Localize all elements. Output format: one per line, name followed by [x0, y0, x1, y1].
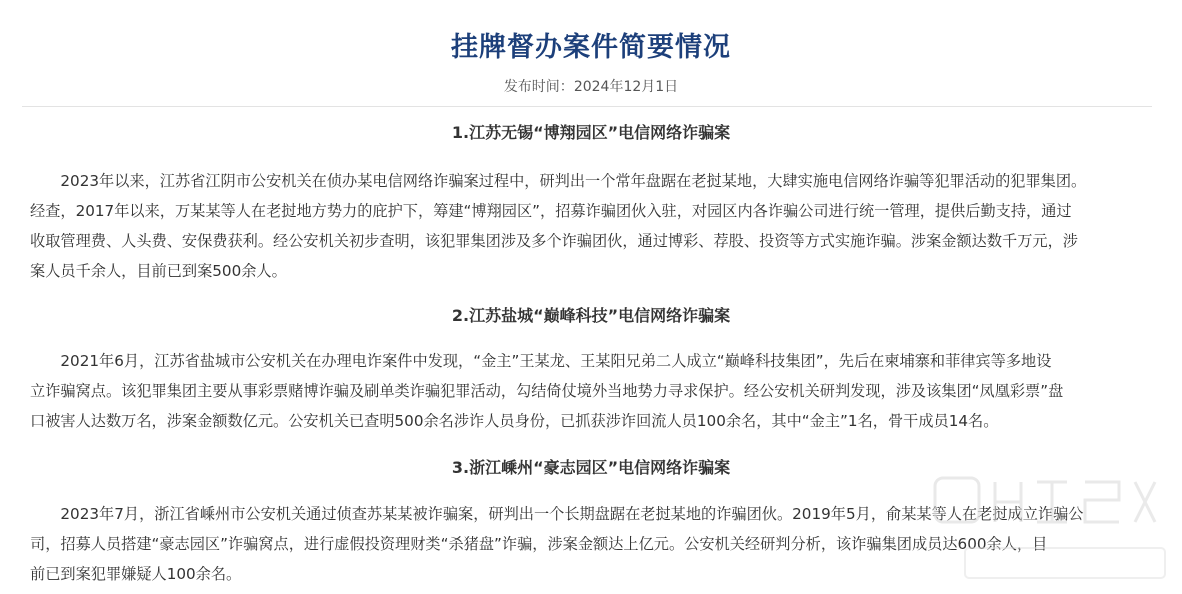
case-paragraph-1 [30, 166, 1144, 286]
case-paragraph-3 [30, 499, 1144, 589]
case-heading-2: 2.江苏盐城“巅峰科技”电信网络诈骗案 [451, 306, 731, 325]
header-divider [22, 106, 1152, 107]
publish-date [0, 76, 1182, 98]
paragraph-line: 司，招募人员搭建“豪志园区”诈骗窝点，进行虚假投资理财类“杀猪盘”诈骗，涉案金额达上亿元。公安机关经研判分析，该诈骗集团成员达600余人，目 [30, 535, 1048, 553]
paragraph-line: 收取管理费、人头费、安保费获利。经公安机关初步查明，该犯罪集团涉及多个诈骗团伙，通过博彩、荐股、投资等方式实施诈骗。涉案金额达数千万元，涉 [30, 232, 1078, 250]
publish-date-value: 2024年12月1日 [573, 79, 679, 95]
paragraph-line: 经查，2017年以来，万某某等人在老挝地方势力的庇护下，筹建“博翔园区”，招募诈骗团伙入驻，对园区内各诈骗公司进行统一管理，提供后勤支持，通过 [30, 202, 1072, 220]
case-heading-1: 1.江苏无锡“博翔园区”电信网络诈骗案 [451, 123, 731, 142]
paragraph-line: 案人员千余人，目前已到案500余人。 [30, 262, 287, 280]
paragraph-line: 前已到案犯罪嫌疑人100余名。 [30, 565, 242, 583]
paragraph-line: 2023年以来，江苏省江阴市公安机关在侦办某电信网络诈骗案过程中，研判出一个常年盘踞在老挝某地，大肆实施电信网络诈骗等犯罪活动的犯罪集团。 [60, 172, 1087, 190]
case-heading-3: 3.浙江嵊州“豪志园区”电信网络诈骗案 [451, 458, 731, 477]
page-title: 挂牌督办案件简要情况 [451, 32, 731, 63]
paragraph-line: 立诈骗窝点。该犯罪集团主要从事彩票赌博诈骗及刷单类诈骗犯罪活动，勾结倚仗境外当地势力寻求保护。经公安机关研判发现，涉及该集团“凤凰彩票”盘 [30, 382, 1064, 400]
paragraph-line: 口被害人达数万名，涉案金额数亿元。公安机关已查明500余名涉诈人员身份，已抓获涉诈回流人员100余名，其中“金主”1名，骨干成员14名。 [30, 412, 999, 430]
paragraph-line: 2021年6月，江苏省盐城市公安机关在办理电诈案件中发现，“金主”王某龙、王某阳兄弟二人成立“巅峰科技集团”，先后在柬埔寨和菲律宾等多地设 [60, 352, 1052, 370]
case-paragraph-2 [30, 346, 1144, 436]
paragraph-line: 2023年7月，浙江省嵊州市公安机关通过侦查苏某某被诈骗案，研判出一个长期盘踞在老挝某地的诈骗团伙。2019年5月，俞某某等人在老挝成立诈骗公 [60, 505, 1084, 523]
publish-date-label: 发布时间： [503, 79, 574, 95]
